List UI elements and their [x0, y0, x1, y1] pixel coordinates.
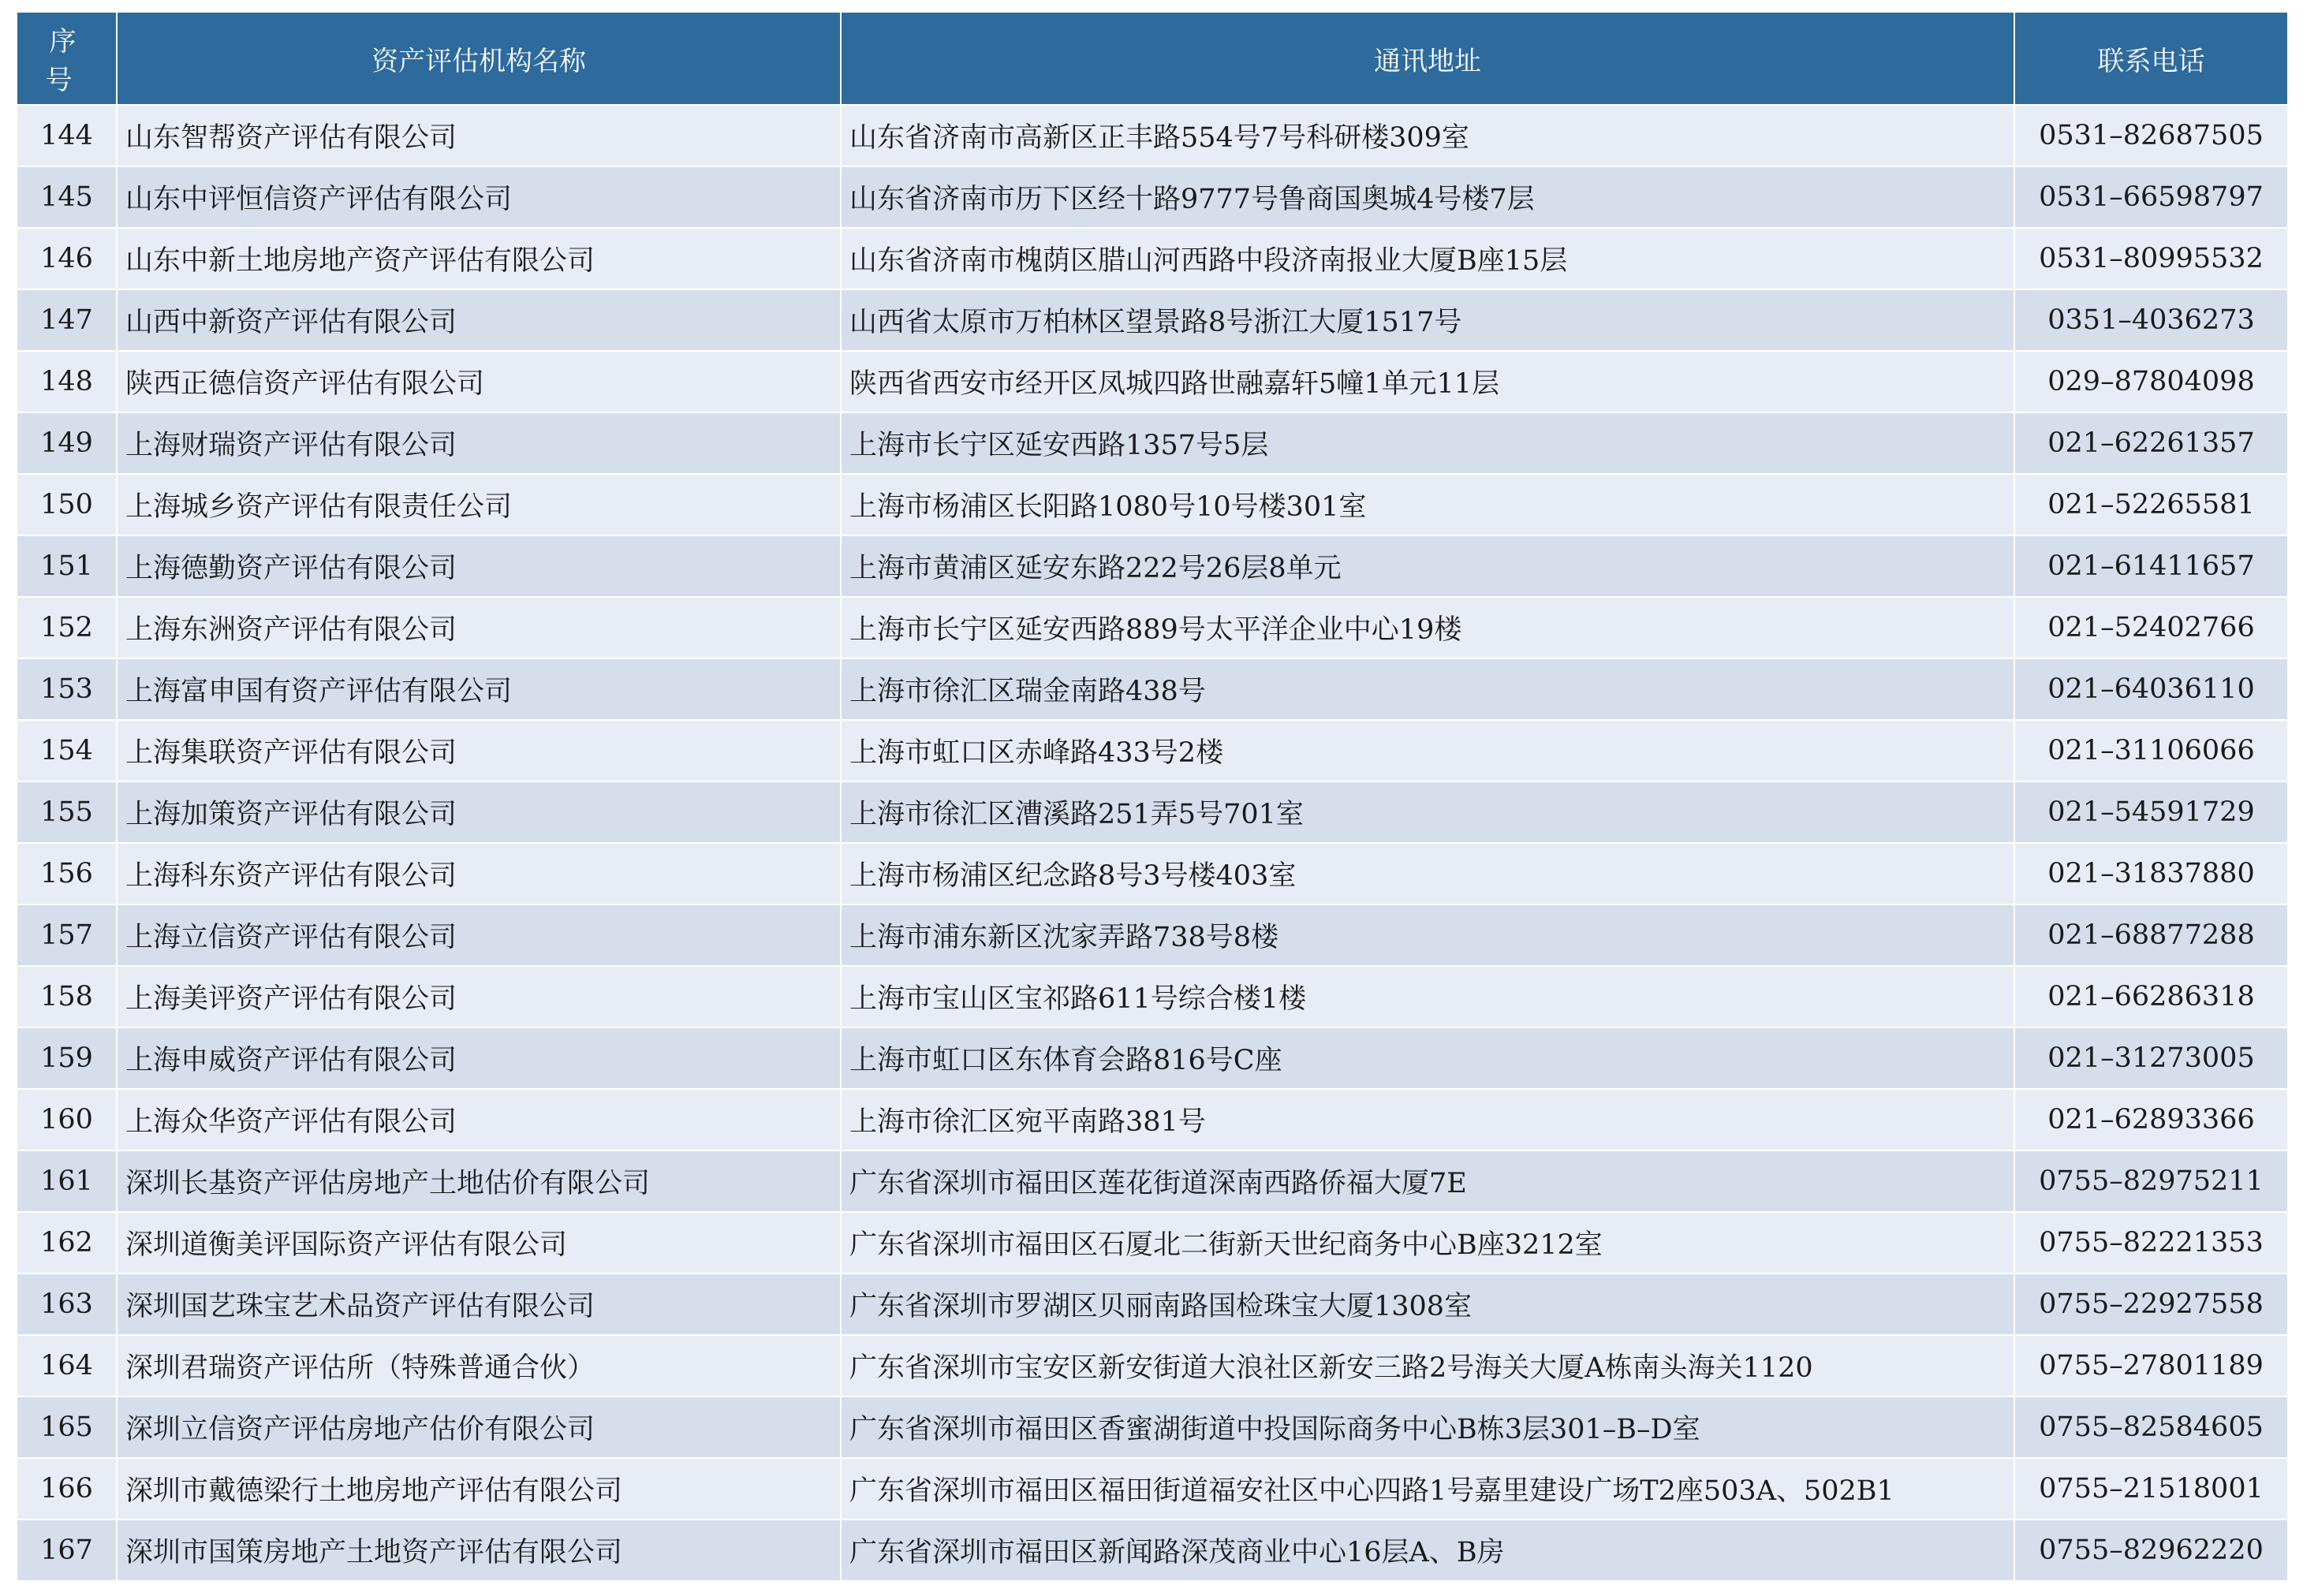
cell-serial-number: 146: [17, 228, 117, 289]
cell-address: 上海市长宁区延安西路1357号5层: [841, 412, 2014, 474]
table-row: [17, 412, 2287, 474]
cell-address: 广东省深圳市福田区石厦北二街新天世纪商务中心B座3212室: [841, 1212, 2014, 1273]
cell-phone: 021–61411657: [2014, 535, 2287, 597]
cell-firm-name: 山东中新土地房地产资产评估有限公司: [117, 228, 841, 289]
table-row: [17, 351, 2287, 412]
cell-serial-number: 155: [17, 781, 117, 843]
cell-serial-number: 167: [17, 1520, 117, 1581]
cell-serial-number: 152: [17, 597, 117, 658]
cell-address: 上海市徐汇区宛平南路381号: [841, 1089, 2014, 1150]
table-row: [17, 1273, 2287, 1335]
cell-phone: 021–66286318: [2014, 966, 2287, 1027]
cell-address: 上海市徐汇区瑞金南路438号: [841, 658, 2014, 720]
cell-phone: 0755–82975211: [2014, 1150, 2287, 1212]
cell-address: 上海市虹口区东体育会路816号C座: [841, 1027, 2014, 1089]
cell-address: 山东省济南市槐荫区腊山河西路中段济南报业大厦B座15层: [841, 228, 2014, 289]
cell-serial-number: 158: [17, 966, 117, 1027]
cell-firm-name: 上海加策资产评估有限公司: [117, 781, 841, 843]
table-row: [17, 289, 2287, 351]
table-header: [17, 13, 2287, 105]
cell-serial-number: 160: [17, 1089, 117, 1150]
appraisal-firm-table: [17, 13, 2287, 1582]
cell-firm-name: 上海科东资产评估有限公司: [117, 843, 841, 904]
table-row: [17, 105, 2287, 166]
cell-phone: 021–54591729: [2014, 781, 2287, 843]
cell-address: 上海市杨浦区纪念路8号3号楼403室: [841, 843, 2014, 904]
cell-phone: 0755–22927558: [2014, 1273, 2287, 1335]
cell-firm-name: 上海立信资产评估有限公司: [117, 904, 841, 966]
cell-firm-name: 深圳君瑞资产评估所（特殊普通合伙）: [117, 1335, 841, 1396]
table-row: [17, 1520, 2287, 1581]
cell-firm-name: 上海申威资产评估有限公司: [117, 1027, 841, 1089]
cell-phone: 021–68877288: [2014, 904, 2287, 966]
cell-firm-name: 陕西正德信资产评估有限公司: [117, 351, 841, 412]
cell-address: 山东省济南市历下区经十路9777号鲁商国奥城4号楼7层: [841, 166, 2014, 228]
cell-serial-number: 150: [17, 474, 117, 535]
cell-serial-number: 153: [17, 658, 117, 720]
table-row: [17, 904, 2287, 966]
cell-address: 上海市长宁区延安西路889号太平洋企业中心19楼: [841, 597, 2014, 658]
cell-phone: 0755–82962220: [2014, 1520, 2287, 1581]
cell-firm-name: 深圳市国策房地产土地资产评估有限公司: [117, 1520, 841, 1581]
cell-firm-name: 上海东洲资产评估有限公司: [117, 597, 841, 658]
cell-phone: 0755–21518001: [2014, 1458, 2287, 1520]
cell-phone: 0531–66598797: [2014, 166, 2287, 228]
table-body: [17, 105, 2287, 1581]
header-address: 通讯地址: [841, 13, 2014, 105]
cell-address: 广东省深圳市宝安区新安街道大浪社区新安三路2号海关大厦A栋南头海关1120: [841, 1335, 2014, 1396]
table-row: [17, 597, 2287, 658]
cell-serial-number: 156: [17, 843, 117, 904]
cell-address: 广东省深圳市福田区莲花街道深南西路侨福大厦7E: [841, 1150, 2014, 1212]
table-row: [17, 1396, 2287, 1458]
cell-address: 上海市浦东新区沈家弄路738号8楼: [841, 904, 2014, 966]
cell-phone: 0351–4036273: [2014, 289, 2287, 351]
header-serial-number: 序 号: [17, 13, 117, 105]
cell-serial-number: 157: [17, 904, 117, 966]
cell-firm-name: 山东中评恒信资产评估有限公司: [117, 166, 841, 228]
cell-serial-number: 154: [17, 720, 117, 781]
cell-serial-number: 166: [17, 1458, 117, 1520]
cell-phone: 021–62261357: [2014, 412, 2287, 474]
cell-firm-name: 上海德勤资产评估有限公司: [117, 535, 841, 597]
cell-phone: 021–62893366: [2014, 1089, 2287, 1150]
cell-firm-name: 上海富申国有资产评估有限公司: [117, 658, 841, 720]
table-row: [17, 1027, 2287, 1089]
table-row: [17, 781, 2287, 843]
table-row: [17, 474, 2287, 535]
table-row: [17, 1458, 2287, 1520]
cell-address: 广东省深圳市福田区香蜜湖街道中投国际商务中心B栋3层301–B–D室: [841, 1396, 2014, 1458]
cell-firm-name: 深圳市戴德梁行土地房地产评估有限公司: [117, 1458, 841, 1520]
table-row: [17, 1089, 2287, 1150]
cell-address: 广东省深圳市福田区新闻路深茂商业中心16层A、B房: [841, 1520, 2014, 1581]
cell-serial-number: 147: [17, 289, 117, 351]
cell-address: 广东省深圳市福田区福田街道福安社区中心四路1号嘉里建设广场T2座503A、502B1: [841, 1458, 2014, 1520]
cell-firm-name: 山西中新资产评估有限公司: [117, 289, 841, 351]
cell-firm-name: 山东智帮资产评估有限公司: [117, 105, 841, 166]
cell-phone: 021–31273005: [2014, 1027, 2287, 1089]
cell-firm-name: 深圳道衡美评国际资产评估有限公司: [117, 1212, 841, 1273]
cell-phone: 021–31106066: [2014, 720, 2287, 781]
cell-serial-number: 161: [17, 1150, 117, 1212]
cell-serial-number: 151: [17, 535, 117, 597]
table-row: [17, 1335, 2287, 1396]
cell-phone: 0755–82221353: [2014, 1212, 2287, 1273]
header-firm-name: 资产评估机构名称: [117, 13, 841, 105]
table-row: [17, 535, 2287, 597]
table-row: [17, 228, 2287, 289]
cell-phone: 0755–82584605: [2014, 1396, 2287, 1458]
cell-address: 广东省深圳市罗湖区贝丽南路国检珠宝大厦1308室: [841, 1273, 2014, 1335]
cell-phone: 0531–82687505: [2014, 105, 2287, 166]
cell-serial-number: 162: [17, 1212, 117, 1273]
cell-serial-number: 165: [17, 1396, 117, 1458]
header-row: [17, 13, 2287, 105]
cell-phone: 021–31837880: [2014, 843, 2287, 904]
cell-firm-name: 上海集联资产评估有限公司: [117, 720, 841, 781]
cell-phone: 0755–27801189: [2014, 1335, 2287, 1396]
cell-address: 陕西省西安市经开区凤城四路世融嘉轩5幢1单元11层: [841, 351, 2014, 412]
cell-serial-number: 149: [17, 412, 117, 474]
cell-serial-number: 164: [17, 1335, 117, 1396]
cell-serial-number: 145: [17, 166, 117, 228]
cell-address: 山东省济南市高新区正丰路554号7号科研楼309室: [841, 105, 2014, 166]
cell-serial-number: 144: [17, 105, 117, 166]
table-row: [17, 658, 2287, 720]
cell-firm-name: 上海财瑞资产评估有限公司: [117, 412, 841, 474]
cell-address: 上海市黄浦区延安东路222号26层8单元: [841, 535, 2014, 597]
cell-firm-name: 深圳国艺珠宝艺术品资产评估有限公司: [117, 1273, 841, 1335]
table-row: [17, 966, 2287, 1027]
cell-address: 上海市宝山区宝祁路611号综合楼1楼: [841, 966, 2014, 1027]
cell-address: 上海市徐汇区漕溪路251弄5号701室: [841, 781, 2014, 843]
cell-phone: 021–52265581: [2014, 474, 2287, 535]
cell-address: 上海市虹口区赤峰路433号2楼: [841, 720, 2014, 781]
cell-firm-name: 上海城乡资产评估有限责任公司: [117, 474, 841, 535]
cell-firm-name: 上海美评资产评估有限公司: [117, 966, 841, 1027]
cell-serial-number: 163: [17, 1273, 117, 1335]
cell-serial-number: 159: [17, 1027, 117, 1089]
cell-phone: 0531–80995532: [2014, 228, 2287, 289]
cell-phone: 029–87804098: [2014, 351, 2287, 412]
cell-firm-name: 深圳立信资产评估房地产估价有限公司: [117, 1396, 841, 1458]
cell-serial-number: 148: [17, 351, 117, 412]
table-row: [17, 720, 2287, 781]
cell-address: 上海市杨浦区长阳路1080号10号楼301室: [841, 474, 2014, 535]
header-phone: 联系电话: [2014, 13, 2287, 105]
cell-firm-name: 深圳长基资产评估房地产土地估价有限公司: [117, 1150, 841, 1212]
cell-firm-name: 上海众华资产评估有限公司: [117, 1089, 841, 1150]
appraisal-firm-table-container: [17, 13, 2287, 1582]
cell-phone: 021–52402766: [2014, 597, 2287, 658]
table-row: [17, 843, 2287, 904]
cell-address: 山西省太原市万柏林区望景路8号浙江大厦1517号: [841, 289, 2014, 351]
table-row: [17, 1150, 2287, 1212]
table-row: [17, 166, 2287, 228]
table-row: [17, 1212, 2287, 1273]
cell-phone: 021–64036110: [2014, 658, 2287, 720]
